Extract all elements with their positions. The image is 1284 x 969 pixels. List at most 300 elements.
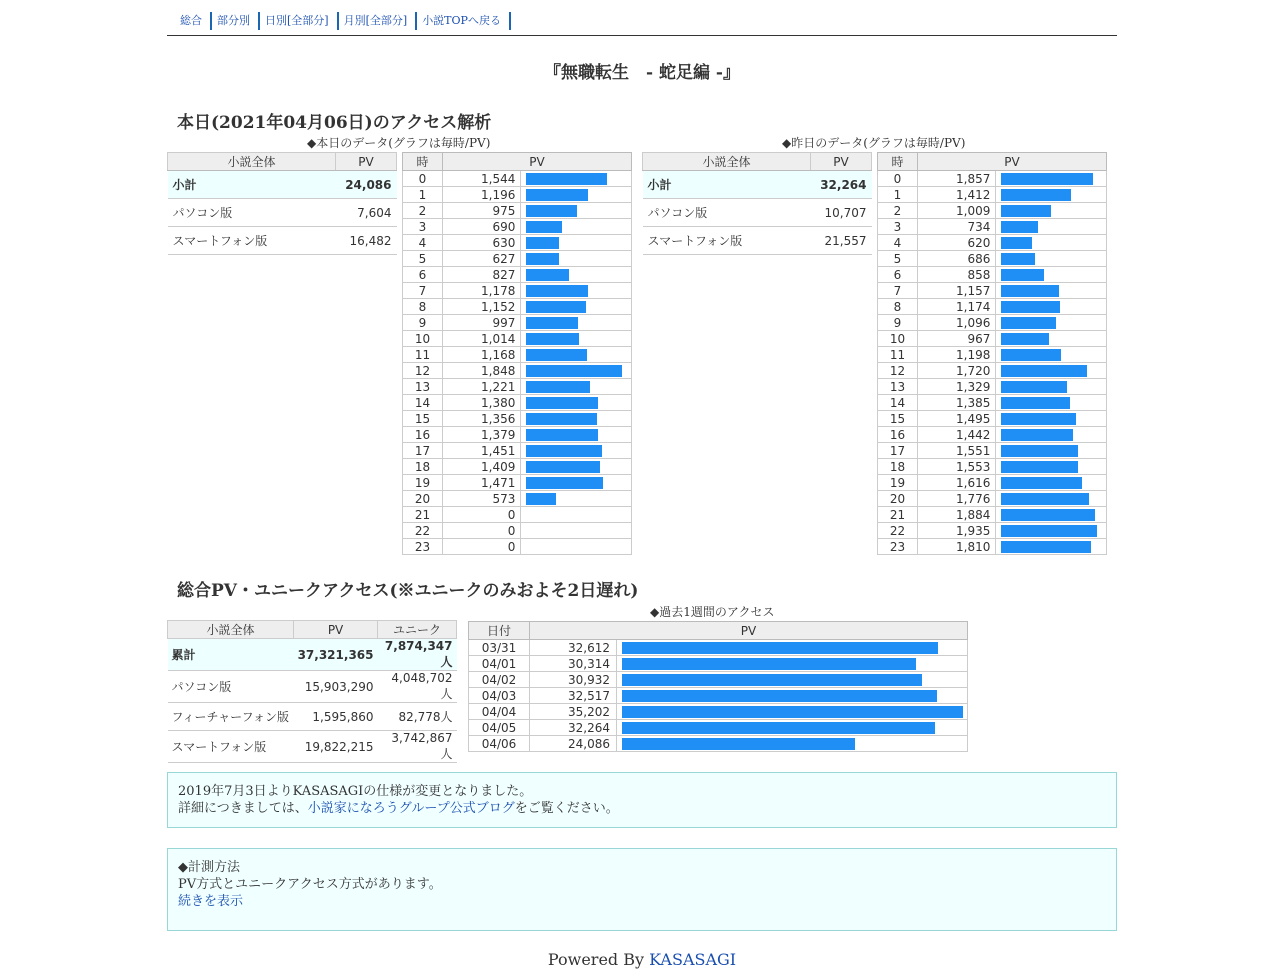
- hour-pv: 573: [442, 491, 520, 507]
- hour-pv: 1,412: [917, 187, 995, 203]
- hour-label: 19: [878, 475, 918, 491]
- hour-row: [403, 299, 632, 315]
- hour-pv: 1,009: [917, 203, 995, 219]
- row-value: 16,482: [336, 227, 397, 255]
- hour-pv: 1,551: [917, 443, 995, 459]
- hour-bar-cell: [521, 171, 632, 187]
- hour-bar-cell: [521, 427, 632, 443]
- row-label: 小計: [643, 171, 811, 199]
- hour-pv: 1,221: [442, 379, 520, 395]
- hour-bar: [1001, 365, 1086, 377]
- hour-bar: [1001, 381, 1067, 393]
- hour-bar: [526, 477, 602, 489]
- hour-pv: 1,380: [442, 395, 520, 411]
- week-date: 03/31: [469, 640, 530, 656]
- hour-pv: 1,409: [442, 459, 520, 475]
- summary-row: [168, 199, 397, 227]
- hour-label: 3: [403, 219, 443, 235]
- nav-novel-top[interactable]: 小説TOPへ戻る: [417, 12, 511, 30]
- col-header: PV: [917, 153, 1106, 171]
- row-label: パソコン版: [643, 199, 811, 227]
- hour-label: 16: [403, 427, 443, 443]
- hour-bar: [526, 301, 586, 313]
- hour-pv: 734: [917, 219, 995, 235]
- hour-row: [403, 267, 632, 283]
- hour-row: [403, 411, 632, 427]
- hour-pv: 1,471: [442, 475, 520, 491]
- week-row: [469, 640, 968, 656]
- hour-bar-cell: [521, 283, 632, 299]
- hour-bar-cell: [996, 459, 1107, 475]
- hour-row: [878, 363, 1107, 379]
- nav-daily[interactable]: 日別[全部分]: [260, 12, 339, 30]
- hour-row: [403, 283, 632, 299]
- hour-bar-cell: [521, 331, 632, 347]
- row-value: 7,604: [336, 199, 397, 227]
- total-row: [168, 639, 457, 671]
- hour-bar-cell: [996, 171, 1107, 187]
- hour-pv: 690: [442, 219, 520, 235]
- hour-bar: [526, 189, 588, 201]
- hour-bar-cell: [521, 395, 632, 411]
- hour-bar: [526, 205, 577, 217]
- page: [167, 0, 1117, 969]
- kasasagi-link[interactable]: KASASAGI: [649, 950, 737, 969]
- hour-pv: 1,935: [917, 523, 995, 539]
- row-label: パソコン版: [168, 671, 294, 703]
- summary-row: [168, 227, 397, 255]
- hour-pv: 997: [442, 315, 520, 331]
- hour-bar-cell: [521, 523, 632, 539]
- week-bar-cell: [617, 688, 968, 704]
- show-more-link[interactable]: 続きを表示: [178, 894, 244, 909]
- hour-bar-cell: [521, 475, 632, 491]
- hour-row: [403, 443, 632, 459]
- hour-pv: 1,329: [917, 379, 995, 395]
- hour-row: [403, 363, 632, 379]
- hour-row: [878, 299, 1107, 315]
- hour-label: 15: [403, 411, 443, 427]
- week-pv: 32,612: [530, 640, 617, 656]
- hour-label: 16: [878, 427, 918, 443]
- hour-label: 10: [403, 331, 443, 347]
- week-row: [469, 672, 968, 688]
- week-pv: 30,932: [530, 672, 617, 688]
- hour-bar: [526, 381, 589, 393]
- hour-pv: 1,014: [442, 331, 520, 347]
- hour-label: 0: [878, 171, 918, 187]
- col-header: ユニーク: [378, 621, 457, 639]
- col-header: PV: [530, 622, 968, 640]
- hour-row: [878, 539, 1107, 555]
- hour-bar-cell: [996, 363, 1107, 379]
- week-pv: 32,517: [530, 688, 617, 704]
- hour-bar-cell: [996, 427, 1107, 443]
- hour-bar-cell: [996, 315, 1107, 331]
- yesterday-summary-table: [642, 152, 872, 255]
- hour-pv: 967: [917, 331, 995, 347]
- hour-row: [878, 171, 1107, 187]
- hour-bar-cell: [996, 347, 1107, 363]
- hour-bar-cell: [996, 267, 1107, 283]
- col-header: PV: [811, 153, 872, 171]
- hour-bar-cell: [996, 283, 1107, 299]
- hour-label: 20: [878, 491, 918, 507]
- hour-label: 12: [878, 363, 918, 379]
- hour-bar: [526, 445, 601, 457]
- hour-row: [403, 219, 632, 235]
- hour-bar-cell: [521, 187, 632, 203]
- hour-bar-cell: [521, 235, 632, 251]
- hour-label: 13: [403, 379, 443, 395]
- hour-pv: 1,385: [917, 395, 995, 411]
- hour-bar-cell: [521, 363, 632, 379]
- total-row: [168, 703, 457, 731]
- hour-label: 22: [878, 523, 918, 539]
- hour-label: 7: [403, 283, 443, 299]
- row-value: 21,557: [811, 227, 872, 255]
- hour-label: 6: [403, 267, 443, 283]
- row-label: フィーチャーフォン版: [168, 703, 294, 731]
- hour-bar: [1001, 445, 1078, 457]
- hour-label: 21: [403, 507, 443, 523]
- hour-row: [403, 459, 632, 475]
- hour-bar-cell: [521, 411, 632, 427]
- hour-label: 12: [403, 363, 443, 379]
- week-row: [469, 704, 968, 720]
- hour-bar: [1001, 189, 1071, 201]
- hour-bar-cell: [996, 299, 1107, 315]
- week-pv: 35,202: [530, 704, 617, 720]
- hour-label: 18: [878, 459, 918, 475]
- hour-pv: 1,810: [917, 539, 995, 555]
- hour-bar: [526, 285, 587, 297]
- hour-label: 23: [878, 539, 918, 555]
- hour-bar-cell: [521, 203, 632, 219]
- hour-row: [403, 491, 632, 507]
- row-unique: 7,874,347人: [378, 639, 457, 671]
- hour-pv: 1,174: [917, 299, 995, 315]
- hour-pv: 1,168: [442, 347, 520, 363]
- hour-row: [403, 395, 632, 411]
- hour-bar-cell: [996, 251, 1107, 267]
- hour-label: 9: [878, 315, 918, 331]
- hour-row: [403, 203, 632, 219]
- hour-pv: 0: [442, 523, 520, 539]
- hour-bar: [1001, 509, 1094, 521]
- hour-label: 19: [403, 475, 443, 491]
- hour-bar-cell: [521, 219, 632, 235]
- hour-label: 4: [878, 235, 918, 251]
- hour-bar: [526, 365, 622, 377]
- hour-bar: [1001, 317, 1055, 329]
- hour-row: [403, 539, 632, 555]
- row-label: パソコン版: [168, 199, 336, 227]
- hour-row: [878, 235, 1107, 251]
- hour-label: 23: [403, 539, 443, 555]
- hour-row: [878, 395, 1107, 411]
- week-caption: ◆過去1週間のアクセス: [650, 605, 775, 619]
- hour-bar: [1001, 413, 1075, 425]
- hour-pv: 1,544: [442, 171, 520, 187]
- summary-row: [643, 227, 872, 255]
- hour-label: 9: [403, 315, 443, 331]
- summary-row: [168, 171, 397, 199]
- hour-bar-cell: [996, 443, 1107, 459]
- hour-row: [403, 507, 632, 523]
- hour-label: 1: [403, 187, 443, 203]
- week-bar-cell: [617, 736, 968, 752]
- hour-bar: [526, 349, 587, 361]
- hour-bar: [1001, 461, 1078, 473]
- hour-bar-cell: [521, 443, 632, 459]
- hour-bar: [1001, 221, 1037, 233]
- hour-label: 11: [403, 347, 443, 363]
- hour-pv: 1,196: [442, 187, 520, 203]
- hour-bar: [1001, 285, 1058, 297]
- hour-row: [878, 411, 1107, 427]
- hour-label: 5: [403, 251, 443, 267]
- hour-label: 4: [403, 235, 443, 251]
- hour-bar: [526, 397, 598, 409]
- hour-label: 21: [878, 507, 918, 523]
- hour-pv: 630: [442, 235, 520, 251]
- hour-pv: 1,356: [442, 411, 520, 427]
- hour-bar: [1001, 541, 1091, 553]
- official-blog-link[interactable]: 小説家になろうグループ公式ブログ: [307, 801, 515, 816]
- hour-bar-cell: [521, 491, 632, 507]
- hour-label: 17: [403, 443, 443, 459]
- hour-bar-cell: [996, 395, 1107, 411]
- hour-pv: 0: [442, 539, 520, 555]
- hour-bar-cell: [996, 523, 1107, 539]
- week-date: 04/02: [469, 672, 530, 688]
- yesterday-hourly-table: [877, 152, 1107, 555]
- hour-bar-cell: [996, 379, 1107, 395]
- hour-bar-cell: [996, 235, 1107, 251]
- hour-bar-cell: [521, 347, 632, 363]
- hour-bar-cell: [996, 331, 1107, 347]
- hour-label: 18: [403, 459, 443, 475]
- col-header: PV: [294, 621, 378, 639]
- hour-bar: [1001, 253, 1035, 265]
- hour-bar: [1001, 493, 1089, 505]
- hour-label: 13: [878, 379, 918, 395]
- hour-label: 10: [878, 331, 918, 347]
- week-bar-cell: [617, 640, 968, 656]
- today-caption: ◆本日のデータ(グラフは毎時/PV): [307, 136, 491, 150]
- hour-row: [403, 379, 632, 395]
- hour-label: 6: [878, 267, 918, 283]
- hour-pv: 1,178: [442, 283, 520, 299]
- week-bar: [622, 722, 935, 734]
- nav-monthly[interactable]: 月別[全部分]: [339, 12, 418, 30]
- hour-bar-cell: [521, 299, 632, 315]
- hour-row: [403, 235, 632, 251]
- hour-pv: 1,720: [917, 363, 995, 379]
- hour-pv: 1,495: [917, 411, 995, 427]
- week-row: [469, 720, 968, 736]
- hour-bar: [526, 237, 559, 249]
- hour-pv: 1,152: [442, 299, 520, 315]
- hour-pv: 1,553: [917, 459, 995, 475]
- row-pv: 19,822,215: [294, 731, 378, 763]
- notice-box: [167, 772, 1117, 828]
- total-row: [168, 671, 457, 703]
- hour-row: [878, 331, 1107, 347]
- total-heading: 総合PV・ユニークアクセス(※ユニークのみおよそ2日遅れ): [177, 581, 639, 601]
- row-label: 小計: [168, 171, 336, 199]
- hour-pv: 627: [442, 251, 520, 267]
- hour-row: [878, 379, 1107, 395]
- week-row: [469, 736, 968, 752]
- hour-pv: 1,884: [917, 507, 995, 523]
- total-row: [168, 731, 457, 763]
- hour-label: 8: [878, 299, 918, 315]
- col-header: 時: [878, 153, 918, 171]
- week-bar-cell: [617, 720, 968, 736]
- hour-bar-cell: [996, 539, 1107, 555]
- hour-bar-cell: [521, 315, 632, 331]
- hour-row: [878, 459, 1107, 475]
- hour-bar-cell: [996, 411, 1107, 427]
- nav-overall[interactable]: 総合: [175, 12, 212, 30]
- hour-bar: [526, 429, 598, 441]
- method-title: ◆計測方法: [178, 860, 240, 875]
- hour-bar: [526, 461, 599, 473]
- hour-pv: 0: [442, 507, 520, 523]
- hour-bar: [526, 413, 596, 425]
- hour-bar: [1001, 349, 1060, 361]
- hour-bar: [526, 333, 579, 345]
- hour-row: [403, 475, 632, 491]
- week-bar: [622, 642, 938, 654]
- notice-line: 2019年7月3日よりKASASAGIの仕様が変更となりました。: [178, 784, 533, 799]
- hour-label: 15: [878, 411, 918, 427]
- hour-label: 2: [403, 203, 443, 219]
- total-table: [167, 620, 457, 763]
- hour-row: [878, 219, 1107, 235]
- hour-pv: 1,442: [917, 427, 995, 443]
- hour-row: [878, 203, 1107, 219]
- footer: [167, 950, 1117, 969]
- hour-row: [403, 523, 632, 539]
- week-bar: [622, 690, 937, 702]
- hour-bar: [526, 317, 578, 329]
- hour-bar-cell: [996, 187, 1107, 203]
- week-bar-cell: [617, 704, 968, 720]
- hour-label: 8: [403, 299, 443, 315]
- today-hourly-table: [402, 152, 632, 555]
- today-heading: 本日(2021年04月06日)のアクセス解析: [177, 113, 492, 133]
- hour-row: [878, 523, 1107, 539]
- col-header: PV: [336, 153, 397, 171]
- hour-pv: 1,198: [917, 347, 995, 363]
- week-bar: [622, 706, 963, 718]
- hour-bar-cell: [996, 475, 1107, 491]
- method-box: [167, 848, 1117, 931]
- col-header: 小説全体: [643, 153, 811, 171]
- row-value: 10,707: [811, 199, 872, 227]
- nav-by-part[interactable]: 部分別: [212, 12, 260, 30]
- hour-bar: [526, 493, 556, 505]
- footer-text: Powered By: [547, 950, 650, 969]
- hour-bar: [526, 221, 562, 233]
- hour-row: [403, 427, 632, 443]
- hour-pv: 686: [917, 251, 995, 267]
- hour-bar-cell: [996, 203, 1107, 219]
- hour-row: [878, 315, 1107, 331]
- hour-label: 17: [878, 443, 918, 459]
- hour-pv: 858: [917, 267, 995, 283]
- hour-row: [403, 315, 632, 331]
- hour-bar-cell: [996, 507, 1107, 523]
- weekly-table: [468, 621, 968, 752]
- row-unique: 82,778人: [378, 703, 457, 731]
- week-bar: [622, 674, 922, 686]
- col-header: 小説全体: [168, 621, 294, 639]
- hour-row: [403, 347, 632, 363]
- week-pv: 24,086: [530, 736, 617, 752]
- row-pv: 37,321,365: [294, 639, 378, 671]
- hour-label: 14: [878, 395, 918, 411]
- hour-pv: 1,096: [917, 315, 995, 331]
- hour-row: [878, 491, 1107, 507]
- row-label: スマートフォン版: [168, 227, 336, 255]
- yesterday-caption: ◆昨日のデータ(グラフは毎時/PV): [782, 136, 966, 150]
- hour-label: 5: [878, 251, 918, 267]
- row-pv: 1,595,860: [294, 703, 378, 731]
- hour-pv: 1,451: [442, 443, 520, 459]
- hour-label: 7: [878, 283, 918, 299]
- notice-text: をご覧ください。: [514, 801, 619, 816]
- week-date: 04/04: [469, 704, 530, 720]
- hour-row: [403, 187, 632, 203]
- summary-row: [643, 199, 872, 227]
- hour-row: [878, 283, 1107, 299]
- row-unique: 4,048,702人: [378, 671, 457, 703]
- week-bar: [622, 738, 855, 750]
- hour-bar-cell: [996, 491, 1107, 507]
- hour-bar: [1001, 397, 1070, 409]
- col-header: PV: [442, 153, 631, 171]
- row-label: 累計: [168, 639, 294, 671]
- hour-row: [403, 171, 632, 187]
- summary-row: [643, 171, 872, 199]
- hour-bar: [526, 269, 569, 281]
- notice-text: 詳細につきましては、: [178, 801, 308, 816]
- hour-row: [878, 187, 1107, 203]
- row-unique: 3,742,867人: [378, 731, 457, 763]
- hour-row: [878, 427, 1107, 443]
- hour-label: 0: [403, 171, 443, 187]
- week-bar: [622, 658, 916, 670]
- hour-label: 3: [878, 219, 918, 235]
- week-date: 04/03: [469, 688, 530, 704]
- hour-bar-cell: [521, 379, 632, 395]
- hour-pv: 1,776: [917, 491, 995, 507]
- hour-bar: [1001, 333, 1049, 345]
- week-bar-cell: [617, 672, 968, 688]
- col-header: 小説全体: [168, 153, 336, 171]
- hour-pv: 975: [442, 203, 520, 219]
- row-value: 24,086: [336, 171, 397, 199]
- row-label: スマートフォン版: [643, 227, 811, 255]
- hour-bar: [526, 173, 606, 185]
- hour-bar-cell: [521, 507, 632, 523]
- week-row: [469, 688, 968, 704]
- hour-row: [403, 251, 632, 267]
